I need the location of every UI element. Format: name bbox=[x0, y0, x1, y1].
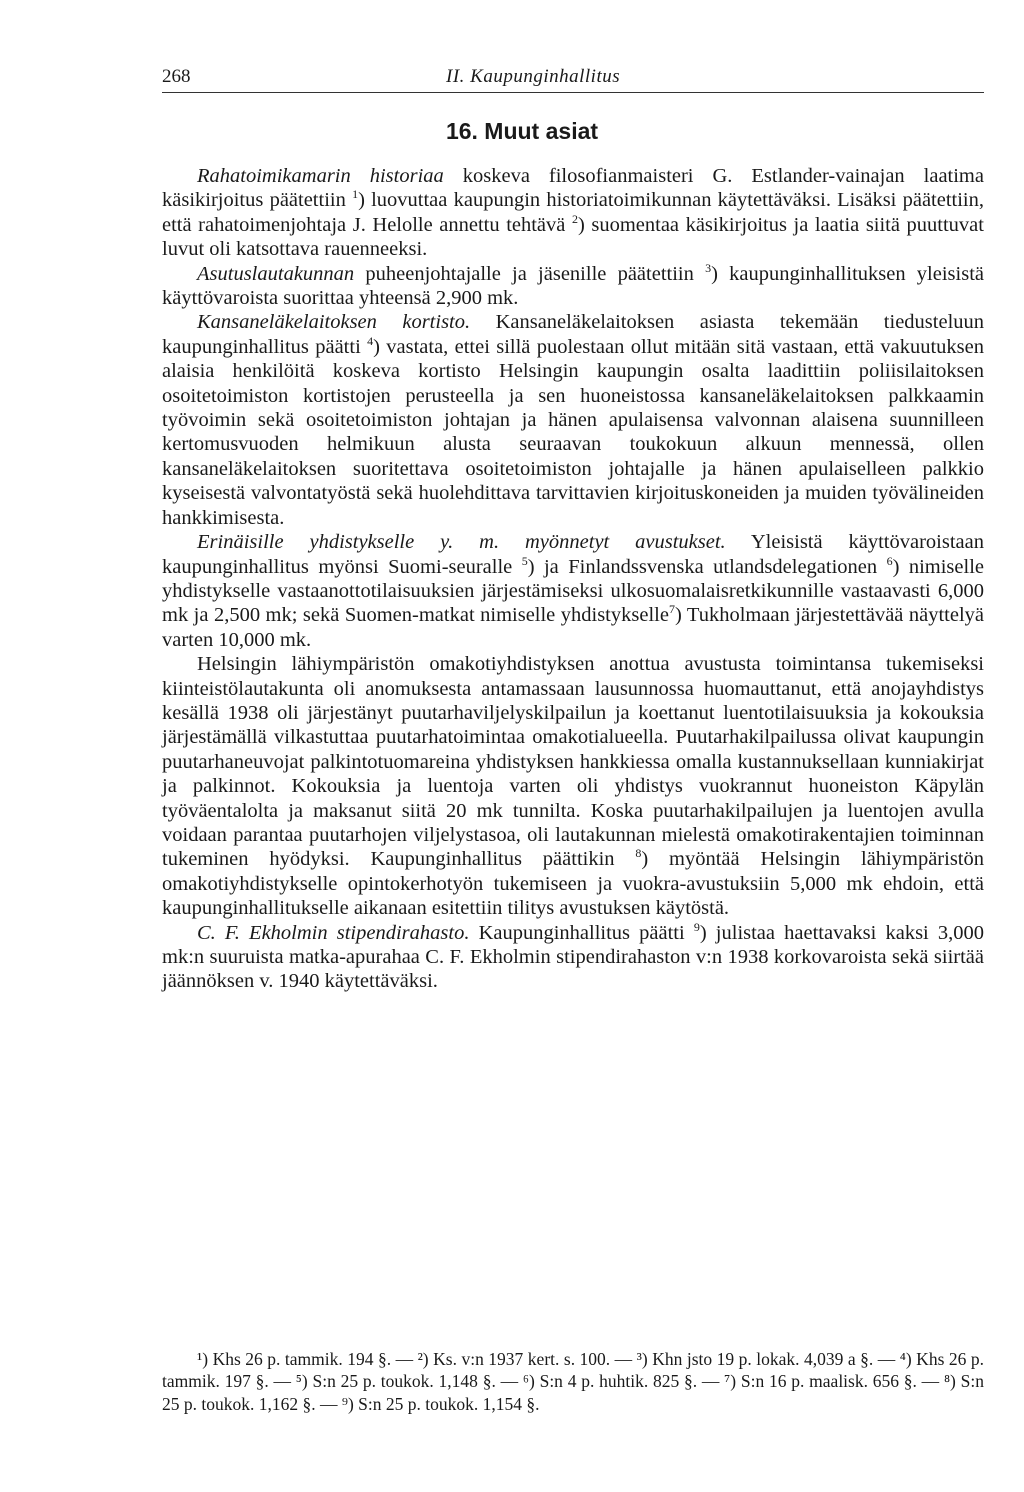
footnote-ref: 4 bbox=[367, 334, 374, 349]
paragraph-text: Kansaneläkelaitoksen asiasta tekemään tiedusteluun kaupunginhallitus päätti bbox=[162, 311, 985, 358]
paragraph-lead: Asutuslautakunnan bbox=[197, 262, 355, 285]
paragraph-rahatoimikamari bbox=[162, 164, 984, 262]
footnotes bbox=[162, 1348, 984, 1415]
paragraph-text: Yleisistä käyttövaroistaan kaupunginhallitus myönsi Suomi-seuralle bbox=[162, 531, 984, 578]
paragraph-text: ) luovuttaa kaupungin historiatoimikunnan käytettäväksi. Lisäksi päätettiin, että rahatoimenjohtaja J. Helolle annettu tehtävä bbox=[162, 189, 984, 236]
paragraph-asutuslautakunta bbox=[162, 262, 984, 311]
page-header bbox=[162, 62, 984, 93]
paragraph-text: ) suomentaa käsikirjoitus ja laatia siitä puuttuvat luvut oli katsottava rauenneeksi. bbox=[162, 213, 984, 261]
paragraph-avustukset bbox=[162, 530, 984, 652]
section-title: 16. Muut asiat bbox=[445, 118, 599, 144]
paragraph-lead: Erinäisille yhdistykselle y. m. myönnetyt avustukset. bbox=[197, 531, 726, 554]
paragraph-text: ) kaupunginhallituksen yleisistä käyttövaroista suorittaa yhteensä 2,900 mk. bbox=[162, 262, 984, 310]
paragraph-text: ) vastata, ettei sillä puolestaan ollut mitään sitä vastaan, että vakuutuksen alaisia henkilöitä koskeva kortisto Helsingin kaupungin osalta laadittiin poliisilaitoksen osoitetoimiston kortistojen perusteella ja sen huoneistossa kansaneläkelaitoksen palkkaamin työvoimin sekä osoitetoimiston johtajan ja hänen apulaisensa valvonnan alaisena suunnilleen kertomusvuoden helmikuun alusta seuraavan toukokuun alkuun mennessä, ollen kansaneläkelaitoksen suoritettava osoitetoimiston johtajalle ja hänen apulaiselleen palkkio kyseisestä valvontatyöstä sekä huolehdittava tarvittavien kirjoituskoneiden ja muiden työvälineiden hankkimisesta. bbox=[162, 335, 984, 529]
paragraph-text: Kaupunginhallitus päätti bbox=[469, 921, 694, 944]
paragraph-ekholm bbox=[162, 921, 984, 994]
paragraph-omakotiyhdistys bbox=[162, 652, 984, 920]
paragraph-lead: Rahatoimikamarin historiaa bbox=[197, 165, 444, 187]
footnote-ref: 8 bbox=[635, 846, 642, 861]
footnote-ref: 1 bbox=[352, 187, 359, 202]
paragraph-text: ) Tukholmaan järjestettävää näyttelyä varten 10,000 mk. bbox=[162, 604, 985, 651]
footnote-ref: 2 bbox=[571, 211, 578, 226]
paragraph-text: Helsingin lähiympäristön omakotiyhdistyksen anottua avustusta toimintansa tukemiseksi kiinteistölautakunta oli anomuksesta antamassaan lausunnossa huomauttanut, että anojayhdistys kesällä 1938 oli järjestänyt puutarhaviljelyskilpailun ja koettanut luentotilaisuuksia ja kokouksia järjestämällä vilkastuttaa puutarhatoimintaa omakotialueella. Puutarhakilpailussa olivat kaupungin puutarhaneuvojat palkintotuomareina yhdistyksen hankkiessa omalla kustannuksellaan kunniakirjat ja palkinnot. Kokouksia ja luentoja varten oli yhdistys vuokrannut huoneiston Käpylän työväentalolta ja maksanut siitä 20 mk tunnilta. Koska puutarhakilpailujen ja luentojen avulla voidaan parantaa puutarhojen viljelystasoa, oli lautakunnan mielestä omakotirakentajien toiminnan tukeminen hyödyksi. Kaupunginhallitus päättikin bbox=[162, 653, 984, 871]
paragraph-text: ) myöntää Helsingin lähiympäristön omakotiyhdistykselle opintokerhotyön tukemiseen ja vuokra-avustuksiin 5,000 mk ehdoin, että kaupunginhallitukselle aikanaan esitettiin tilitys avustuksen käytöstä. bbox=[162, 848, 984, 920]
footnote-text: ¹) Khs 26 p. tammik. 194 §. — ²) Ks. v:n 1937 kert. s. 100. — ³) Khn jsto 19 p. lokak. 4,039 a §. — ⁴) Khs 26 p. tammik. 197 §. — ⁵) S:n 25 p. toukok. 1,148 §. — ⁶) S:n 4 p. huhtik. 825 §. — ⁷) S:n 16 p. maalisk. 656 §. — ⁸) S:n 25 p. toukok. 1,162 §. — ⁹) S:n 25 p. toukok. 1,154 §. bbox=[162, 1349, 984, 1414]
paragraph-text: ) nimiselle yhdistykselle vastaanottotilaisuuksien järjestämiseksi ulkosuomalaisretkikunnille vastaavasti 6,000 mk ja 2,500 mk; sekä Suomen-matkat nimiselle yhdistykselle bbox=[162, 555, 984, 627]
paragraph-text: ) ja Finlandssvenska utlandsdelegationen bbox=[527, 555, 887, 578]
page-number: 268 bbox=[162, 66, 191, 87]
footnote-ref: 9 bbox=[693, 919, 700, 934]
paragraph-text: ) julistaa haettavaksi kaksi 3,000 mk:n suuruista matka-apurahaa C. F. Ekholmin stipendirahaston v:n 1938 korkovaroista sekä siirtää jäännöksen v. 1940 käytettäväksi. bbox=[162, 921, 984, 993]
paragraph-lead: Kansaneläkelaitoksen kortisto. bbox=[197, 311, 471, 334]
paragraph-kansanelakelaitos bbox=[162, 310, 984, 530]
footnote-ref: 5 bbox=[521, 553, 528, 568]
footnote-ref: 7 bbox=[668, 602, 675, 617]
running-head: II. Kaupunginhallitus bbox=[446, 66, 621, 87]
paragraph-text: puheenjohtajalle ja jäsenille päätettiin bbox=[354, 262, 706, 285]
body-text bbox=[162, 164, 984, 994]
footnote-ref: 3 bbox=[705, 260, 712, 275]
paragraph-lead: C. F. Ekholmin stipendirahasto. bbox=[197, 921, 470, 944]
paragraph-text: koskeva filosofianmaisteri G. Estlander-vainajan laatima käsikirjoitus päätettiin bbox=[162, 165, 984, 212]
footnote-ref: 6 bbox=[886, 553, 893, 568]
